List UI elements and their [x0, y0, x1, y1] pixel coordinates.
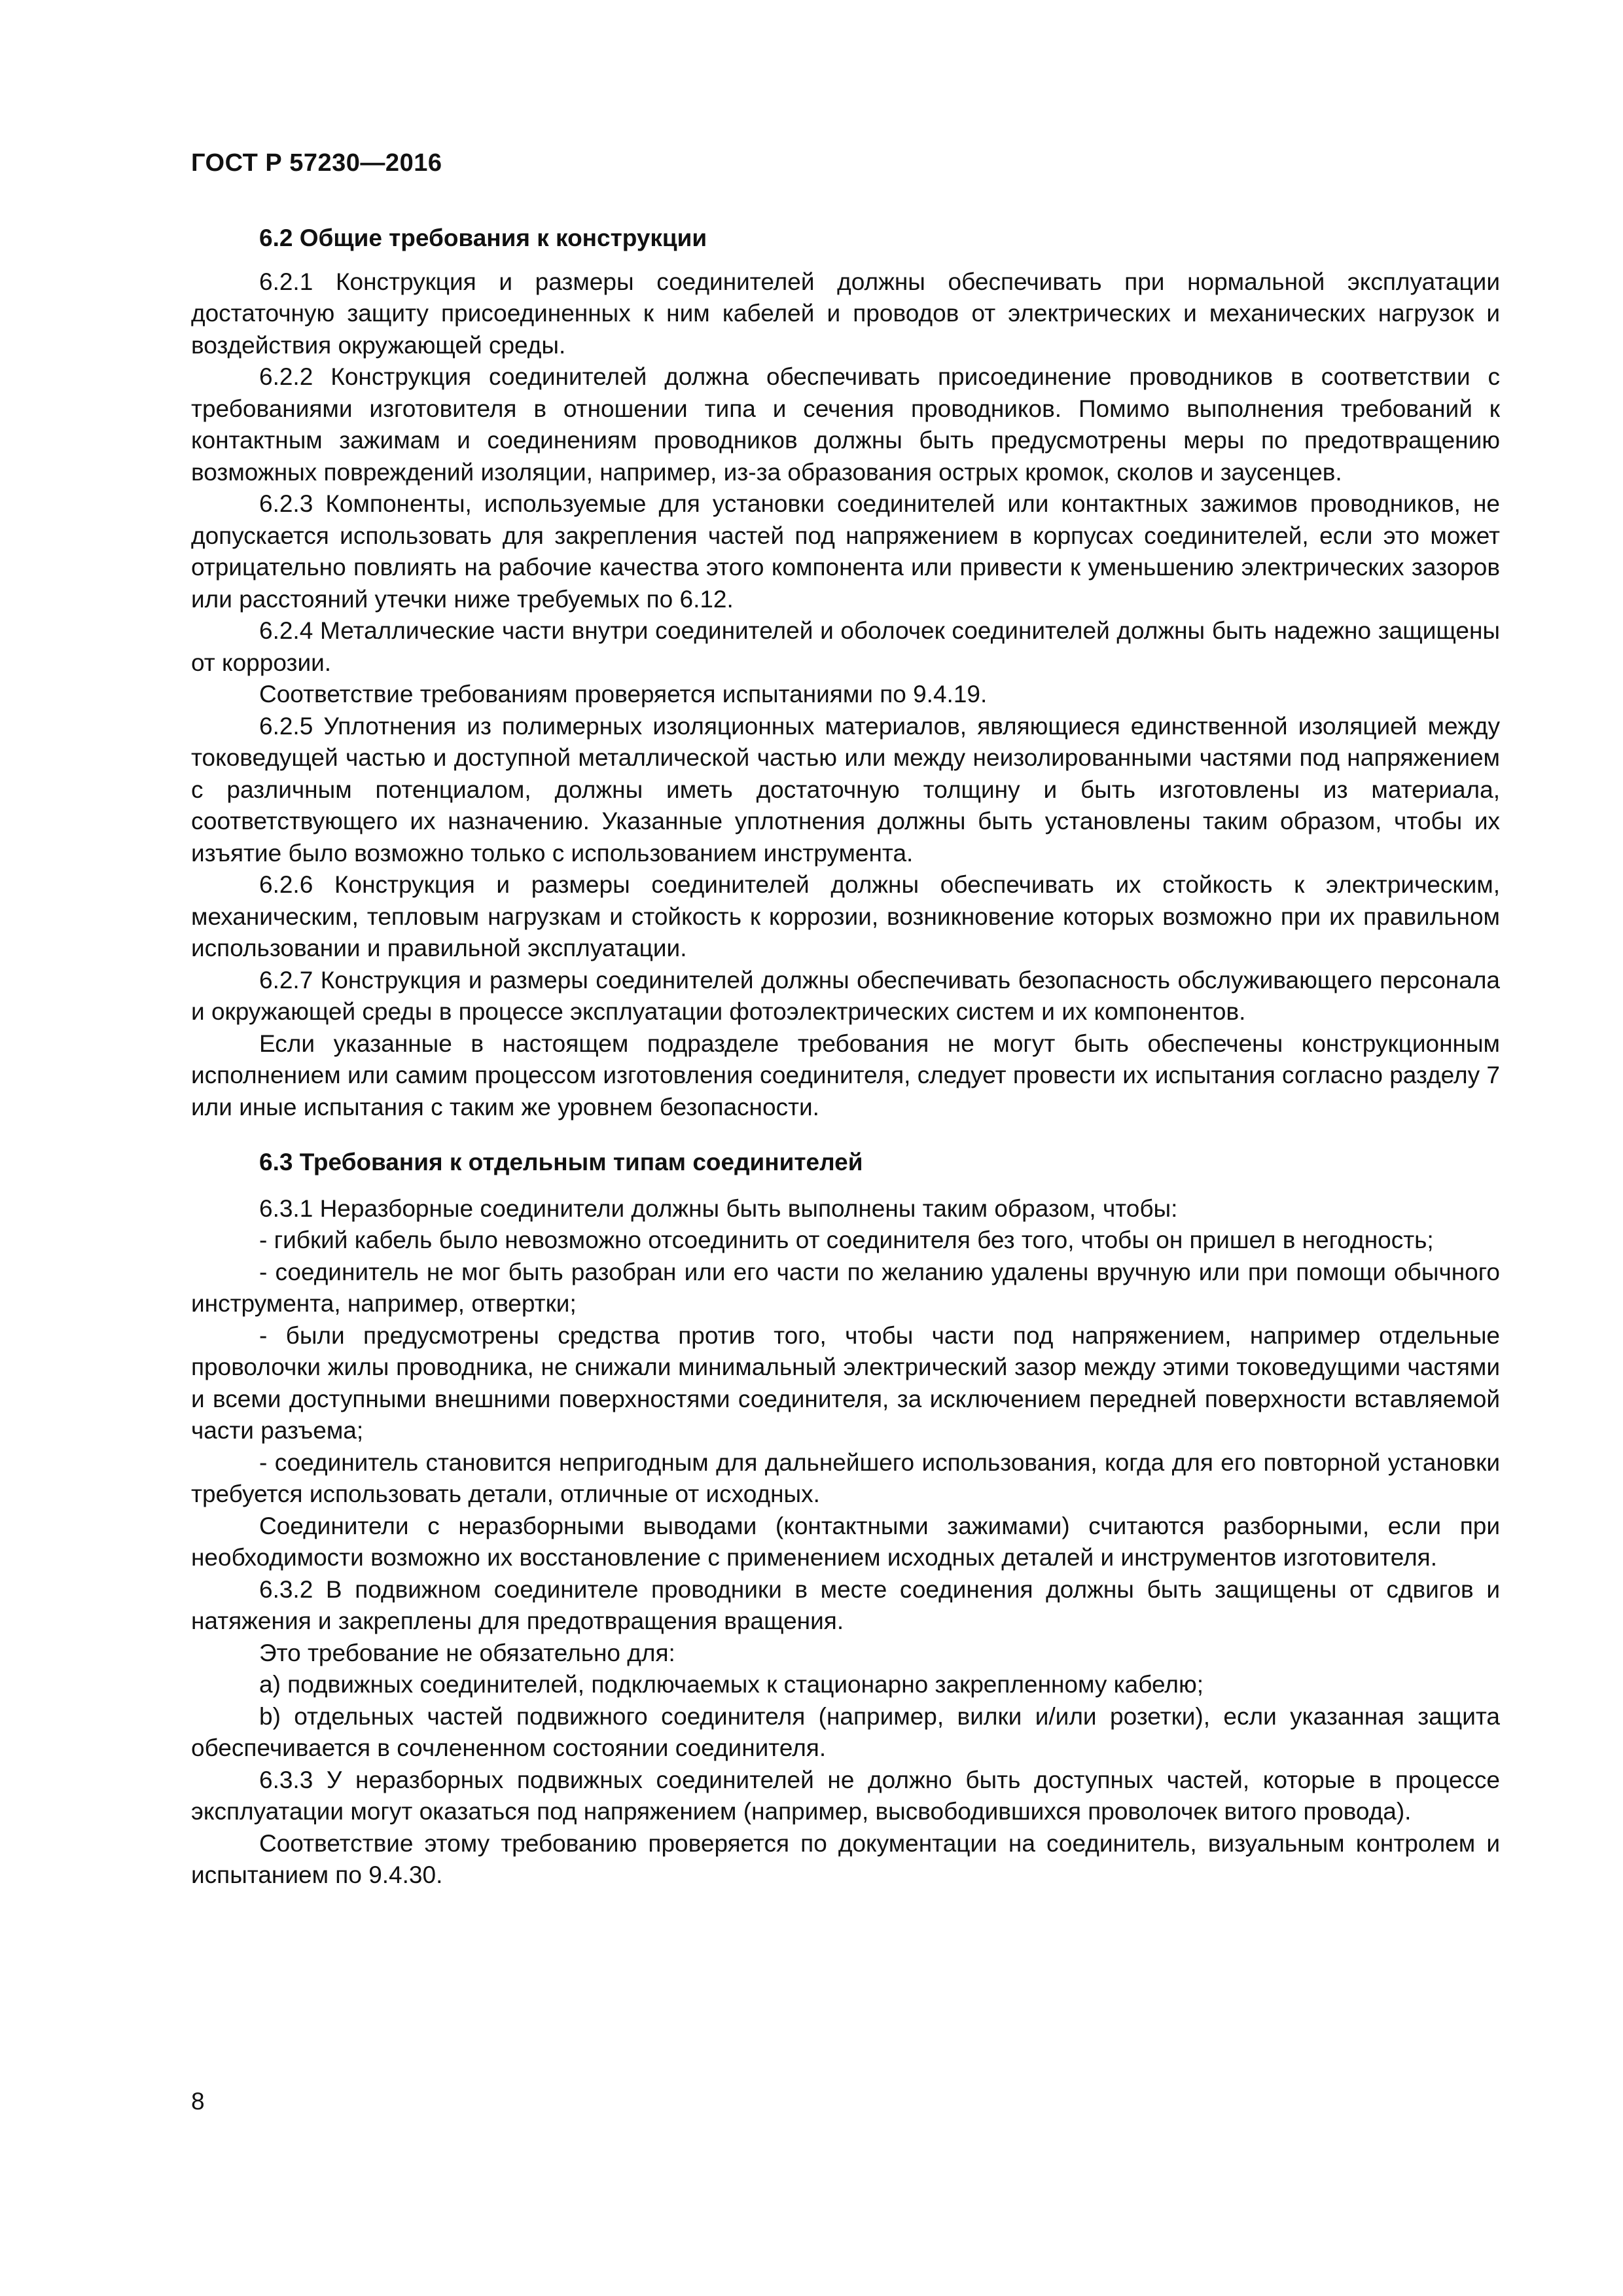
paragraph-6-2-1: 6.2.1 Конструкция и размеры соединителей должны обеспечивать при нормальной эксплуатации достаточную защиту присоединенных к ним кабелей и проводов от электрических и механических нагрузок и воздействия окружающей среды.	[191, 268, 1500, 359]
paragraph-6-2-7: 6.2.7 Конструкция и размеры соединителей должны обеспечивать безопасность обслуживающего персонала и окружающей среды в процессе эксплуатации фотоэлектрических систем и их компонентов.	[191, 966, 1500, 1025]
paragraph-6-2-5: 6.2.5 Уплотнения из полимерных изоляционных материалов, являющиеся единственной изоляцией между токоведущей частью и доступной металлической частью или между неизолированными частями под напряжением с различным потенциалом, должны иметь достаточную толщину и быть изготовлены из материала, соответствующего их назначению. Указанные уплотнения должны быть установлены таким образом, чтобы их изъятие было возможно только с использованием инструмента.	[191, 712, 1500, 867]
list-item-6-3-1-b: - соединитель не мог быть разобран или его части по желанию удалены вручную или при помощи обычного инструмента, например, отвертки;	[191, 1258, 1500, 1317]
section-heading-6-3: 6.3 Требования к отдельным типам соединителей	[259, 1149, 863, 1175]
document-header: ГОСТ Р 57230—2016	[191, 149, 442, 177]
document-page	[191, 0, 1500, 2296]
section-heading-6-2: 6.2 Общие требования к конструкции	[259, 224, 707, 251]
paragraph-6-3-2-exception: Это требование не обязательно для:	[259, 1639, 675, 1666]
page-number: 8	[191, 2088, 205, 2115]
paragraph-6-2-3: 6.2.3 Компоненты, используемые для установки соединителей или контактных зажимов проводников, не допускается использовать для закрепления частей под напряжением в корпусах соединителей, если это может отрицательно повлиять на рабочие качества этого компонента или привести к уменьшению электрических зазоров или расстояний утечки ниже требуемых по 6.12.	[191, 490, 1500, 613]
list-item-6-3-1-a: - гибкий кабель было невозможно отсоединить от соединителя без того, чтобы он пришел в негодность;	[259, 1227, 1434, 1253]
paragraph-6-2-6: 6.2.6 Конструкция и размеры соединителей должны обеспечивать их стойкость к электрическим, механическим, тепловым нагрузкам и стойкость к коррозии, возникновение которых возможно при их правильном использовании и правильной эксплуатации.	[191, 871, 1500, 961]
paragraph-6-3-3: 6.3.3 У неразборных подвижных соединителей не должно быть доступных частей, которые в процессе эксплуатации могут оказаться под напряжением (например, высвободившихся проволочек витого провода).	[191, 1766, 1500, 1825]
paragraph-6-3-1: 6.3.1 Неразборные соединители должны быть выполнены таким образом, чтобы:	[259, 1194, 1178, 1222]
paragraph-6-3-1-note: Соединители с неразборными выводами (контактными зажимами) считаются разборными, если при необходимости возможно их восстановление с применением исходных деталей и инструментов изготовителя.	[191, 1512, 1500, 1571]
list-item-6-3-1-d: - соединитель становится непригодным для дальнейшего использования, когда для его повторной установки требуется использовать детали, отличные от исходных.	[191, 1448, 1500, 1507]
list-item-6-3-1-c: - были предусмотрены средства против того, чтобы части под напряжением, например отдельные проволочки жилы проводника, не снижали минимальный электрический зазор между этими токоведущими частями и всеми доступными внешними поверхностями соединителя, за исключением передней поверхности вставляемой части разъема;	[191, 1321, 1500, 1444]
paragraph-6-2-4-compliance: Соответствие требованиям проверяется испытаниями по 9.4.19.	[259, 681, 988, 708]
paragraph-6-2-note: Если указанные в настоящем подразделе требования не могут быть обеспечены конструкционным исполнением или самим процессом изготовления соединителя, следует провести их испытания согласно разделу 7 или иные испытания с таким же уровнем безопасности.	[191, 1030, 1500, 1121]
paragraph-6-3-2: 6.3.2 В подвижном соединителе проводники в месте соединения должны быть защищены от сдвигов и натяжения и закреплены для предотвращения вращения.	[191, 1575, 1500, 1634]
list-item-6-3-2-a: a) подвижных соединителей, подключаемых к стационарно закрепленному кабелю;	[259, 1671, 1204, 1698]
paragraph-6-2-4: 6.2.4 Металлические части внутри соединителей и оболочек соединителей должны быть надежно защищены от коррозии.	[191, 617, 1500, 676]
document-body	[191, 223, 1500, 1892]
list-item-6-3-2-b: b) отдельных частей подвижного соединителя (например, вилки и/или розетки), если указанная защита обеспечивается в сочлененном состоянии соединителя.	[191, 1702, 1500, 1761]
paragraph-6-3-3-compliance: Соответствие этому требованию проверяется по документации на соединитель, визуальным контролем и испытанием по 9.4.30.	[191, 1829, 1500, 1888]
paragraph-6-2-2: 6.2.2 Конструкция соединителей должна обеспечивать присоединение проводников в соответствии с требованиями изготовителя в отношении типа и сечения проводников. Помимо выполнения требований к контактным зажимам и соединениям проводников должны быть предусмотрены меры по предотвращению возможных повреждений изоляции, например, из-за образования острых кромок, сколов и заусенцев.	[191, 363, 1500, 486]
